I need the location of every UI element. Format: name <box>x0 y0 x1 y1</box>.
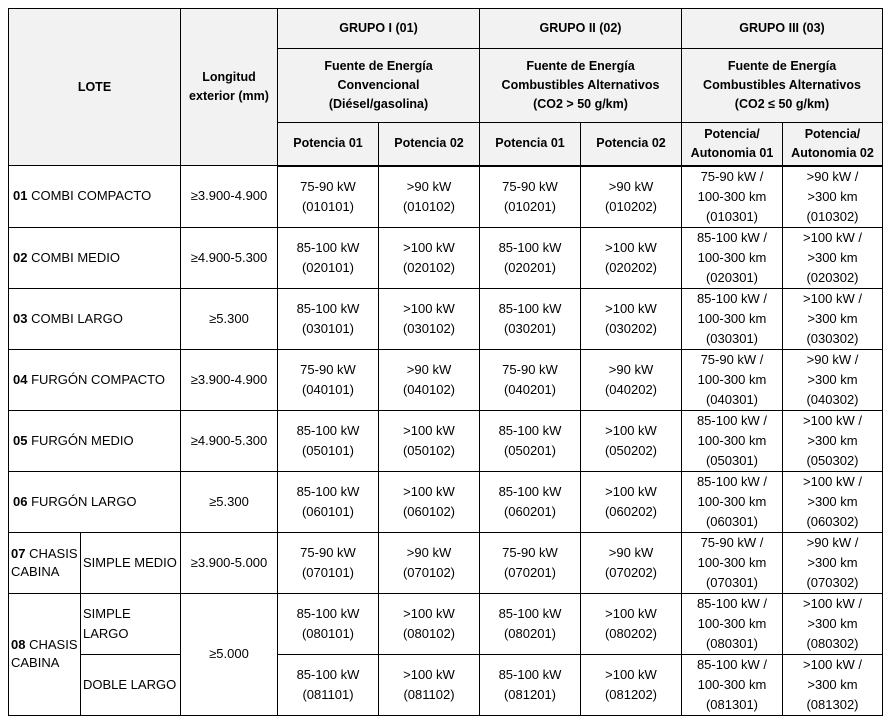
value-cell <box>379 410 480 471</box>
value-cell-line: >100 kW <box>605 300 657 316</box>
value-cell-line: 85-100 kW / <box>696 229 768 245</box>
value-cell-line: (060101) <box>301 503 355 519</box>
value-cell-line: 100-300 km <box>697 371 767 387</box>
lote-number: 02 <box>13 249 28 265</box>
fuente-header: Fuente de Energía Combustibles Alternativos (CO2 ≤ 50 g/km) <box>682 49 883 123</box>
value-cell-line: 85-100 kW <box>296 422 360 438</box>
value-cell-line: 100-300 km <box>697 310 767 326</box>
value-cell-line: 75-90 kW <box>502 178 558 194</box>
potencia-header-line: Potencia/ <box>704 126 760 141</box>
value-cell-line: (070301) <box>705 574 759 590</box>
lote-number: 08 <box>11 637 26 652</box>
fuente-header: Fuente de Energía Combustibles Alternativos (CO2 > 50 g/km) <box>480 49 682 123</box>
value-cell-line: 85-100 kW <box>498 239 562 255</box>
lote-cell <box>9 288 181 349</box>
value-cell-line: 100-300 km <box>697 249 767 265</box>
value-cell-line: >100 kW <box>403 666 455 682</box>
longitud-cell: ≥5.300 <box>181 471 278 532</box>
value-cell-line: (050302) <box>806 452 859 468</box>
value-cell-line: (070201) <box>503 564 557 580</box>
value-cell-line: (070102) <box>402 564 456 580</box>
lote-cell <box>9 349 181 410</box>
lote-name: FURGÓN COMPACTO <box>31 371 165 387</box>
sublote-cell: SIMPLE LARGO <box>81 593 181 654</box>
value-cell-line: (040202) <box>604 381 658 397</box>
sublote-cell: DOBLE LARGO <box>81 654 181 715</box>
group-title: GRUPO III (03) <box>682 9 883 49</box>
value-cell-line: (020102) <box>402 259 456 275</box>
value-cell-line: (080101) <box>301 625 355 641</box>
lote-number: 07 <box>11 545 26 561</box>
value-cell <box>379 593 480 654</box>
value-cell-line: >100 kW <box>403 300 455 316</box>
value-cell-line: >100 kW <box>605 239 657 255</box>
value-cell-line: >100 kW / <box>803 656 862 672</box>
value-cell-line: 75-90 kW / <box>700 351 764 367</box>
fuente-header: Fuente de Energía Convencional (Diésel/gasolina) <box>278 49 480 123</box>
lote-name: CHASIS <box>29 637 78 652</box>
value-cell-line: >90 kW <box>406 178 452 194</box>
value-cell-line: >100 kW <box>403 483 455 499</box>
value-cell-line: 85-100 kW <box>498 605 562 621</box>
value-cell-line: 85-100 kW <box>296 605 360 621</box>
value-cell <box>278 532 379 593</box>
value-cell-line: (020301) <box>705 269 759 285</box>
lote-name: FURGÓN MEDIO <box>31 432 134 448</box>
value-cell-line: 85-100 kW <box>498 300 562 316</box>
value-cell-line: 100-300 km <box>697 554 767 570</box>
lote-cell <box>9 593 81 715</box>
lote-number: 04 <box>13 371 28 387</box>
value-cell-line: (070202) <box>604 564 658 580</box>
value-cell-line: (081101) <box>302 686 354 702</box>
value-cell-line: (010102) <box>402 198 456 214</box>
value-cell-line: 85-100 kW / <box>696 290 768 306</box>
value-cell-line: (080302) <box>806 635 859 651</box>
value-cell-line: 100-300 km <box>697 676 767 692</box>
value-cell-line: >300 km <box>807 310 858 326</box>
value-cell <box>581 227 682 288</box>
lote-number: 01 <box>13 188 28 204</box>
lote-number: 05 <box>13 432 28 448</box>
value-cell-line: (030301) <box>705 330 759 346</box>
lote-name: COMBI COMPACTO <box>31 188 152 204</box>
value-cell-line: >90 kW <box>406 544 452 560</box>
table-row <box>9 593 883 654</box>
value-cell-line: 85-100 kW / <box>696 412 768 428</box>
value-cell-line: (040101) <box>301 381 355 397</box>
value-cell-line: 100-300 km <box>697 432 767 448</box>
lote-name: FURGÓN LARGO <box>31 493 137 509</box>
value-cell-line: >300 km <box>807 188 858 204</box>
value-cell <box>278 166 379 228</box>
value-cell <box>581 593 682 654</box>
value-cell-line: 100-300 km <box>697 615 767 631</box>
value-cell-line: 75-90 kW <box>502 361 558 377</box>
value-cell-line: >100 kW / <box>803 412 862 428</box>
value-cell <box>682 410 783 471</box>
value-cell <box>783 654 883 715</box>
potencia-header-line: Potencia 02 <box>596 136 666 151</box>
value-cell-line: >300 km <box>807 676 858 692</box>
lote-cell <box>9 227 181 288</box>
value-cell-line: (030201) <box>503 320 557 336</box>
lote-cell <box>9 532 81 593</box>
lote-header: LOTE <box>9 9 181 166</box>
value-cell <box>783 593 883 654</box>
value-cell-line: 75-90 kW <box>502 544 558 560</box>
lote-number: 06 <box>13 493 28 509</box>
value-cell-line: 85-100 kW <box>296 239 360 255</box>
value-cell-line: (060201) <box>503 503 557 519</box>
value-cell-line: (010301) <box>705 208 759 224</box>
value-cell-line: (030102) <box>402 320 456 336</box>
value-cell <box>480 471 581 532</box>
value-cell <box>783 227 883 288</box>
value-cell-line: >100 kW / <box>803 595 862 611</box>
table-row <box>9 410 883 471</box>
longitud-cell: ≥4.900-5.300 <box>181 227 278 288</box>
value-cell-line: >90 kW <box>608 544 654 560</box>
value-cell-line: (040302) <box>806 391 859 407</box>
value-cell <box>480 654 581 715</box>
potencia-header-line: Potencia/ <box>804 126 861 141</box>
value-cell-line: (070302) <box>806 574 859 590</box>
value-cell <box>682 349 783 410</box>
value-cell-line: (081301) <box>705 696 759 712</box>
value-cell-line: (080102) <box>402 625 456 641</box>
lote-name: CABINA <box>11 563 60 579</box>
value-cell <box>682 288 783 349</box>
value-cell-line: 75-90 kW <box>300 361 356 377</box>
value-cell-line: 75-90 kW / <box>700 168 764 184</box>
value-cell-line: 85-100 kW <box>296 483 360 499</box>
potencia-header-line: Potencia 01 <box>495 136 565 151</box>
value-cell <box>480 166 581 228</box>
value-cell-line: 85-100 kW / <box>696 595 768 611</box>
value-cell-line: >100 kW <box>605 666 657 682</box>
potencia-header-line: Autonomia 01 <box>690 145 774 160</box>
value-cell-line: 85-100 kW / <box>696 656 768 672</box>
value-cell <box>278 227 379 288</box>
value-cell-line: 100-300 km <box>697 188 767 204</box>
value-cell-line: 85-100 kW / <box>696 473 768 489</box>
table-row <box>9 166 883 228</box>
value-cell <box>379 288 480 349</box>
longitud-cell: ≥5.000 <box>181 593 278 715</box>
value-cell-line: (040102) <box>402 381 456 397</box>
value-cell-line: >100 kW <box>605 422 657 438</box>
value-cell <box>278 410 379 471</box>
value-cell-line: (080201) <box>503 625 557 641</box>
value-cell-line: >100 kW <box>403 422 455 438</box>
value-cell <box>581 349 682 410</box>
value-cell-line: >90 kW <box>406 361 452 377</box>
value-cell-line: (050301) <box>705 452 759 468</box>
value-cell <box>379 349 480 410</box>
longitud-cell: ≥3.900-4.900 <box>181 349 278 410</box>
value-cell-line: (081202) <box>604 686 658 702</box>
group-title: GRUPO II (02) <box>480 9 682 49</box>
value-cell-line: (020302) <box>806 269 859 285</box>
value-cell-line: >90 kW / <box>806 534 859 550</box>
value-cell <box>783 471 883 532</box>
value-cell <box>379 166 480 228</box>
value-cell-line: (060301) <box>705 513 759 529</box>
value-cell-line: >100 kW <box>605 605 657 621</box>
value-cell <box>480 593 581 654</box>
longitud-header: Longitud exterior (mm) <box>181 9 278 166</box>
value-cell-line: (020201) <box>503 259 557 275</box>
potencia-header <box>783 123 883 166</box>
value-cell <box>278 593 379 654</box>
longitud-cell: ≥3.900-5.000 <box>181 532 278 593</box>
value-cell <box>682 227 783 288</box>
value-cell-line: (040201) <box>503 381 557 397</box>
value-cell <box>379 471 480 532</box>
value-cell-line: (060102) <box>402 503 456 519</box>
value-cell <box>783 410 883 471</box>
value-cell-line: 85-100 kW <box>498 422 562 438</box>
value-cell-line: (040301) <box>705 391 759 407</box>
value-cell-line: >90 kW / <box>806 168 859 184</box>
value-cell <box>480 532 581 593</box>
value-cell <box>480 227 581 288</box>
value-cell-line: (010101) <box>301 198 355 214</box>
value-cell-line: >100 kW <box>605 483 657 499</box>
longitud-cell: ≥3.900-4.900 <box>181 166 278 228</box>
table-row <box>9 532 883 593</box>
lote-cell <box>9 166 181 228</box>
value-cell-line: 85-100 kW <box>296 300 360 316</box>
value-cell <box>682 532 783 593</box>
potencia-header <box>581 123 682 166</box>
value-cell-line: 75-90 kW <box>300 178 356 194</box>
potencia-header <box>278 123 379 166</box>
table-row <box>9 471 883 532</box>
value-cell-line: >300 km <box>807 432 858 448</box>
value-cell <box>278 349 379 410</box>
value-cell <box>581 654 682 715</box>
value-cell <box>379 532 480 593</box>
table-row <box>9 288 883 349</box>
value-cell <box>581 166 682 228</box>
value-cell-line: >100 kW / <box>803 229 862 245</box>
value-cell-line: >90 kW / <box>806 351 859 367</box>
potencia-header <box>682 123 783 166</box>
value-cell-line: (060202) <box>604 503 658 519</box>
value-cell <box>581 471 682 532</box>
value-cell-line: (050102) <box>402 442 456 458</box>
lote-cell <box>9 410 181 471</box>
value-cell <box>581 410 682 471</box>
value-cell-line: (081102) <box>403 686 455 702</box>
lote-name: COMBI LARGO <box>31 310 123 326</box>
value-cell <box>278 654 379 715</box>
value-cell-line: (080202) <box>604 625 658 641</box>
value-cell-line: >300 km <box>807 554 858 570</box>
table-row <box>9 654 883 715</box>
value-cell-line: (080301) <box>705 635 759 651</box>
value-cell-line: (081201) <box>503 686 557 702</box>
potencia-header <box>480 123 581 166</box>
value-cell <box>682 471 783 532</box>
value-cell-line: >100 kW <box>403 605 455 621</box>
value-cell-line: (081302) <box>806 696 859 712</box>
value-cell <box>379 227 480 288</box>
value-cell-line: (050101) <box>301 442 355 458</box>
value-cell-line: >300 km <box>807 249 858 265</box>
value-cell <box>682 166 783 228</box>
group-title: GRUPO I (01) <box>278 9 480 49</box>
value-cell-line: >100 kW / <box>803 290 862 306</box>
value-cell-line: (050202) <box>604 442 658 458</box>
value-cell <box>278 471 379 532</box>
value-cell <box>783 288 883 349</box>
potencia-header-line: Potencia 01 <box>293 136 363 151</box>
value-cell-line: (050201) <box>503 442 557 458</box>
value-cell-line: 85-100 kW <box>296 666 360 682</box>
table-row <box>9 227 883 288</box>
value-cell-line: 85-100 kW <box>498 483 562 499</box>
longitud-cell: ≥4.900-5.300 <box>181 410 278 471</box>
lotes-table <box>8 8 883 716</box>
value-cell-line: (030302) <box>806 330 859 346</box>
value-cell-line: >100 kW <box>403 239 455 255</box>
value-cell-line: (010201) <box>503 198 557 214</box>
value-cell-line: (030101) <box>301 320 355 336</box>
lote-cell <box>9 471 181 532</box>
value-cell-line: >300 km <box>807 371 858 387</box>
value-cell-line: 100-300 km <box>697 493 767 509</box>
value-cell <box>783 349 883 410</box>
value-cell-line: (010302) <box>806 208 859 224</box>
value-cell-line: 85-100 kW <box>498 666 562 682</box>
value-cell-line: (020101) <box>301 259 355 275</box>
value-cell <box>480 288 581 349</box>
value-cell-line: (060302) <box>806 513 859 529</box>
value-cell-line: >100 kW / <box>803 473 862 489</box>
table-row <box>9 349 883 410</box>
value-cell-line: 75-90 kW <box>300 544 356 560</box>
value-cell <box>682 654 783 715</box>
lote-name: CABINA <box>11 655 60 670</box>
value-cell <box>480 410 581 471</box>
value-cell <box>278 288 379 349</box>
value-cell-line: (020202) <box>604 259 658 275</box>
potencia-header <box>379 123 480 166</box>
value-cell-line: (010202) <box>604 198 658 214</box>
value-cell-line: 75-90 kW / <box>700 534 764 550</box>
value-cell <box>783 166 883 228</box>
value-cell <box>480 349 581 410</box>
value-cell-line: >90 kW <box>608 178 654 194</box>
value-cell <box>581 532 682 593</box>
value-cell-line: >300 km <box>807 615 858 631</box>
value-cell-line: (070101) <box>301 564 355 580</box>
value-cell <box>581 288 682 349</box>
value-cell <box>379 654 480 715</box>
lote-name: CHASIS <box>29 545 78 561</box>
value-cell-line: >300 km <box>807 493 858 509</box>
value-cell-line: >90 kW <box>608 361 654 377</box>
lote-number: 03 <box>13 310 28 326</box>
value-cell <box>682 593 783 654</box>
value-cell-line: (030202) <box>604 320 658 336</box>
sublote-cell: SIMPLE MEDIO <box>81 532 181 593</box>
lote-name: COMBI MEDIO <box>31 249 120 265</box>
value-cell <box>783 532 883 593</box>
potencia-header-line: Autonomia 02 <box>791 145 874 160</box>
potencia-header-line: Potencia 02 <box>394 136 464 151</box>
longitud-cell: ≥5.300 <box>181 288 278 349</box>
